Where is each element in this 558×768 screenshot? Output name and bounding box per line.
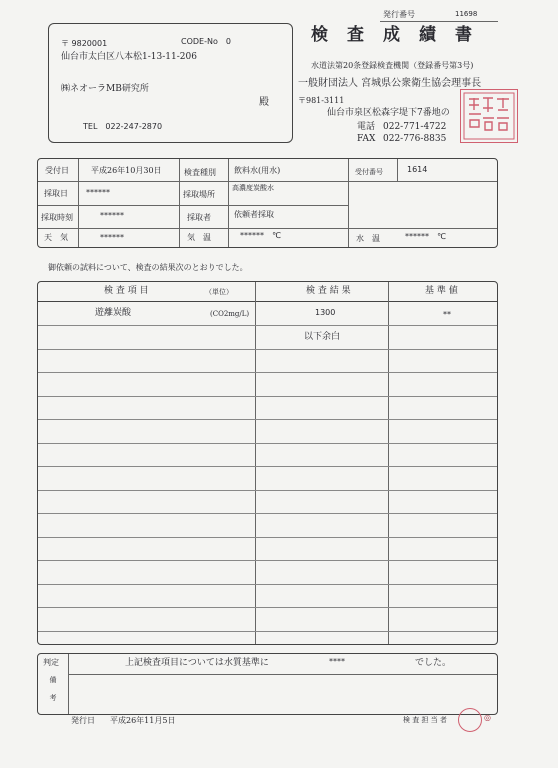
weather: ****** bbox=[100, 233, 124, 242]
sample-info-col-divider bbox=[348, 159, 349, 247]
weather-label: 天 気 bbox=[44, 233, 68, 242]
results-row-line bbox=[38, 372, 497, 373]
water-temperature-label: 水 温 bbox=[356, 234, 380, 243]
result-item-name: 遊離炭酸 bbox=[95, 308, 132, 318]
remarks-label: 備 考 bbox=[49, 676, 57, 703]
client-tel: TEL 022-247-2870 bbox=[83, 122, 163, 131]
issue-number-underline bbox=[380, 21, 498, 22]
test-type: 飲料水(用水) bbox=[234, 166, 281, 175]
results-col-divider bbox=[255, 282, 256, 644]
end-of-results-note: 以下余白 bbox=[304, 332, 341, 342]
judgement-col-divider bbox=[68, 654, 69, 714]
results-row-line bbox=[38, 396, 497, 397]
client-address: 仙台市太白区八本松1-13-11-206 bbox=[61, 52, 197, 62]
client-postal-code: 〒 9820001 bbox=[61, 39, 108, 48]
judgement-suffix: でした。 bbox=[415, 658, 452, 668]
collection-time-label: 採取時刻 bbox=[41, 213, 73, 222]
page-title: 検 査 成 績 書 bbox=[311, 25, 473, 45]
judgement-text: 上記検査項目については水質基準に bbox=[125, 658, 269, 668]
collection-place-label: 採取場所 bbox=[183, 190, 215, 199]
results-row-line bbox=[38, 419, 497, 420]
col-standard-value: 基 準 値 bbox=[425, 286, 458, 296]
results-col-divider bbox=[388, 282, 389, 644]
results-row-line bbox=[38, 537, 497, 538]
collection-time: ****** bbox=[100, 211, 124, 220]
collection-date: ****** bbox=[86, 188, 110, 197]
sample-info-col-divider bbox=[179, 159, 180, 247]
judgement-label: 判定 bbox=[43, 658, 59, 667]
client-name: ㈱ネオーラMB研究所 bbox=[61, 84, 149, 94]
client-honorific: 殿 bbox=[259, 97, 269, 108]
results-row-line bbox=[38, 607, 497, 608]
official-seal bbox=[460, 89, 518, 143]
issue-date: 平成26年11月5日 bbox=[110, 716, 176, 725]
water-temperature: ****** ℃ bbox=[405, 232, 446, 241]
organization-fax: 022-776-8835 bbox=[383, 134, 447, 144]
air-temperature-label: 気 温 bbox=[187, 233, 211, 242]
organization-postal-code: 〒981-3111 bbox=[298, 96, 345, 105]
col-unit: （単位） bbox=[205, 288, 233, 296]
organization-name: 一般財団法人 宮城県公衆衛生協会理事長 bbox=[298, 78, 482, 89]
air-temperature: ****** ℃ bbox=[240, 231, 281, 240]
client-code-number: CODE-No 0 bbox=[181, 37, 231, 46]
judgement-value: **** bbox=[329, 657, 345, 666]
results-table bbox=[37, 281, 498, 645]
collector: 依頼者採取 bbox=[234, 210, 274, 219]
result-value: 1300 bbox=[315, 308, 336, 317]
collection-date-label: 採取日 bbox=[44, 189, 68, 198]
intro-text: 御依頼の試料について、検査の結果次のとおりでした。 bbox=[48, 263, 248, 272]
results-row-line bbox=[38, 490, 497, 491]
inspector-label: 検 査 担 当 者 bbox=[403, 716, 447, 724]
results-row-line bbox=[38, 466, 497, 467]
col-test-item: 検 査 項 目 bbox=[104, 286, 149, 296]
sample-info-row-divider bbox=[38, 228, 497, 229]
inspector-seal bbox=[458, 708, 482, 732]
results-row-line bbox=[38, 560, 497, 561]
result-standard: ** bbox=[443, 310, 451, 319]
issue-date-label: 発行日 bbox=[71, 716, 95, 725]
results-row-line bbox=[38, 349, 497, 350]
result-item-unit: (CO2mg/L) bbox=[210, 310, 250, 318]
results-row-line bbox=[38, 631, 497, 632]
seal-pattern-icon bbox=[461, 90, 517, 142]
organization-tel-label: 電話 bbox=[357, 122, 376, 132]
received-date: 平成26年10月30日 bbox=[91, 166, 162, 175]
collector-label: 採取者 bbox=[187, 213, 211, 222]
sample-info-row-divider bbox=[38, 205, 348, 206]
sample-info-col-divider bbox=[397, 159, 398, 182]
inspector-mark-icon: ◎ bbox=[484, 713, 491, 722]
sample-info-col-divider bbox=[228, 159, 229, 247]
issue-number: 11698 bbox=[455, 10, 478, 18]
judgement-row-divider bbox=[69, 674, 497, 675]
results-header-divider bbox=[38, 301, 497, 302]
results-row-line bbox=[38, 584, 497, 585]
reception-number-label: 受付番号 bbox=[355, 168, 383, 176]
organization-fax-label: FAX bbox=[357, 134, 376, 144]
collection-place: 高濃度炭酸水 bbox=[232, 184, 274, 192]
sample-info-row-divider bbox=[38, 181, 497, 182]
test-type-label: 検査種別 bbox=[184, 168, 216, 177]
reception-number: 1614 bbox=[407, 165, 428, 174]
col-test-result: 検 査 結 果 bbox=[306, 286, 351, 296]
results-row-line bbox=[38, 443, 497, 444]
organization-tel: 022-771-4722 bbox=[383, 122, 447, 132]
organization-address: 仙台市泉区松森字堤下7番地の bbox=[327, 108, 450, 118]
received-date-label: 受付日 bbox=[45, 166, 69, 175]
issue-number-label: 発行番号 bbox=[383, 10, 415, 19]
law-registration-line: 水道法第20条登録検査機関（登録番号第3号) bbox=[311, 61, 474, 70]
results-row-line bbox=[38, 325, 497, 326]
sample-info-col-divider bbox=[78, 159, 79, 247]
results-row-line bbox=[38, 513, 497, 514]
